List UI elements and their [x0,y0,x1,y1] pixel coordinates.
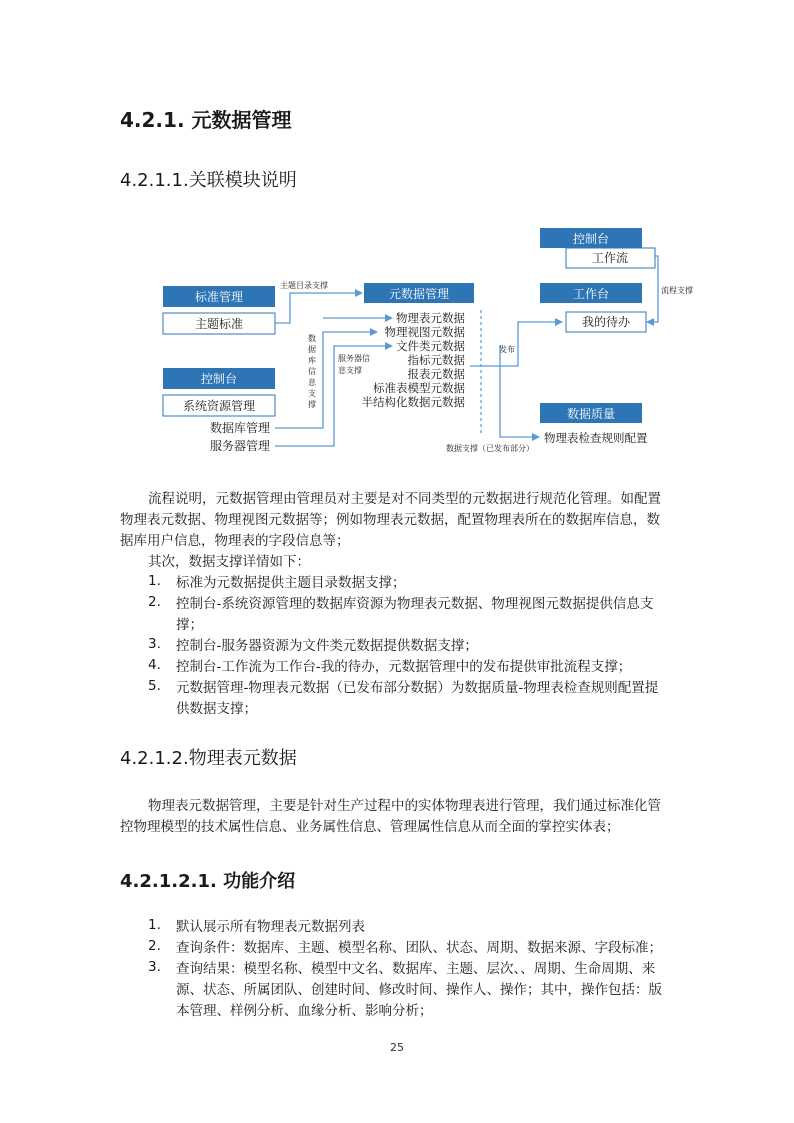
meta-header-label: 元数据管理 [388,287,450,301]
page-number: 25 [390,1041,404,1054]
std-header-label: 标准管理 [194,290,244,304]
data-support-arrow [500,345,539,437]
meta-item: 物理表元数据 [396,311,465,325]
list-item-text: 控制台-系统资源管理的数据库资源为物理表元数据、物理视图元数据提供信息支 [176,596,654,612]
list-item-text: 查询条件：数据库、主题、模型名称、团队、状态、周期、数据来源、字段标准； [176,940,662,956]
section-heading-4-2-1-2: 4.2.1.2.物理表元数据 [120,748,297,769]
module-relation-diagram [0,0,794,470]
list-item-number: 4. [148,657,161,673]
list-item-number: 2. [148,938,161,954]
meta-item: 标准表模型元数据 [373,381,465,395]
list-item-text: 标准为元数据提供主题目录数据支撑； [176,575,406,591]
list-item-text: 本管理、样例分析、血缘分析、影响分析； [176,1003,433,1019]
list-item-text: 控制台-工作流为工作台-我的待办，元数据管理中的发布提供审批流程支撑； [176,659,632,675]
list-item-text: 默认展示所有物理表元数据列表 [176,919,365,935]
dq-item-label: 物理表检查规则配置 [544,431,648,445]
db-info-support-char: 数 [308,334,316,343]
list-item-number: 2. [148,594,161,610]
work-header-label: 工作台 [572,287,610,301]
work-item-label: 我的待办 [581,315,631,329]
db-info-support-char: 撑 [308,400,316,409]
flow-support-label: 流程支撑 [661,286,693,295]
section-heading-4-2-1-1: 4.2.1.1.关联模块说明 [120,170,297,191]
list-item-text: 查询结果：模型名称、模型中文名、数据库、主题、层次、、周期、生命周期、来 [176,961,656,977]
list-item-number: 1. [148,917,161,933]
list-item-text: 供数据支撑； [176,701,257,717]
para3-line-1: 物理表元数据管理，主要是针对生产过程中的实体物理表进行管理，我们通过标准化管 [148,798,661,814]
para2: 其次，数据支撑详情如下： [148,554,310,570]
ctrl1-item-label: 系统资源管理 [182,399,256,413]
db-info-support-char: 支 [308,389,316,398]
meta-item: 报表元数据 [407,367,465,381]
section-heading-4-2-1: 4.2.1. 元数据管理 [120,108,292,132]
para3-line-2: 控物理模型的技术属性信息、业务属性信息、管理属性信息从而全面的掌控实体表； [120,819,620,835]
publish-label: 发布 [499,345,515,354]
meta-item: 指标元数据 [407,353,465,367]
publish-arrow [470,322,562,366]
list-item-text: 源、状态、所属团队、创建时间、修改时间、操作人、操作；其中，操作包括：版 [176,982,662,998]
db-info-support-label [308,333,317,409]
db-info-support-char: 据 [308,345,316,354]
ctrl2-item-label: 工作流 [591,251,629,265]
list-item-text: 元数据管理-物理表元数据（已发布部分数据）为数据质量-物理表检查规则配置提 [176,680,659,696]
para1-line-3: 据库用户信息，物理表的字段信息等； [120,533,350,549]
list-item-number: 3. [148,636,161,652]
ctrl2-header-label: 控制台 [572,232,610,246]
meta-item: 文件类元数据 [396,339,465,353]
list-item-text: 撑； [176,617,203,633]
dq-header-label: 数据质量 [566,407,616,421]
meta-item: 半结构化数据元数据 [361,395,465,409]
db-info-support-char: 信 [308,367,316,376]
server-info-support-line-1: 服务器信 [338,354,370,363]
section-heading-4-2-1-2-1: 4.2.1.2.1. 功能介绍 [120,871,296,892]
list-item-number: 3. [148,959,161,975]
para1-line-2: 物理表元数据、物理视图元数据等；例如物理表元数据，配置物理表所在的数据库信息，数 [120,512,660,528]
ctrl1-header-label: 控制台 [200,372,238,386]
db-mgmt-label: 数据库管理 [209,421,270,435]
para1-line-1: 流程说明，元数据管理由管理员对主要是对不同类型的元数据进行规范化管理。如配置 [148,491,661,507]
db-info-support-char: 库 [308,356,316,365]
db-info-support-char: 息 [308,378,316,387]
data-support-label: 数据支撑（已发布部分） [446,444,534,453]
list-item-text: 控制台-服务器资源为文件类元数据提供数据支撑； [176,638,478,654]
std-item-label: 主题标准 [194,317,244,331]
server-info-support-line-2: 息支撑 [338,366,362,375]
topic-support-label: 主题目录支撑 [280,281,328,290]
server-mgmt-label: 服务器管理 [209,439,270,453]
list-item-number: 5. [148,678,161,694]
meta-item: 物理视图元数据 [384,325,465,339]
meta-items-list [362,311,466,409]
list-item-number: 1. [148,573,161,589]
